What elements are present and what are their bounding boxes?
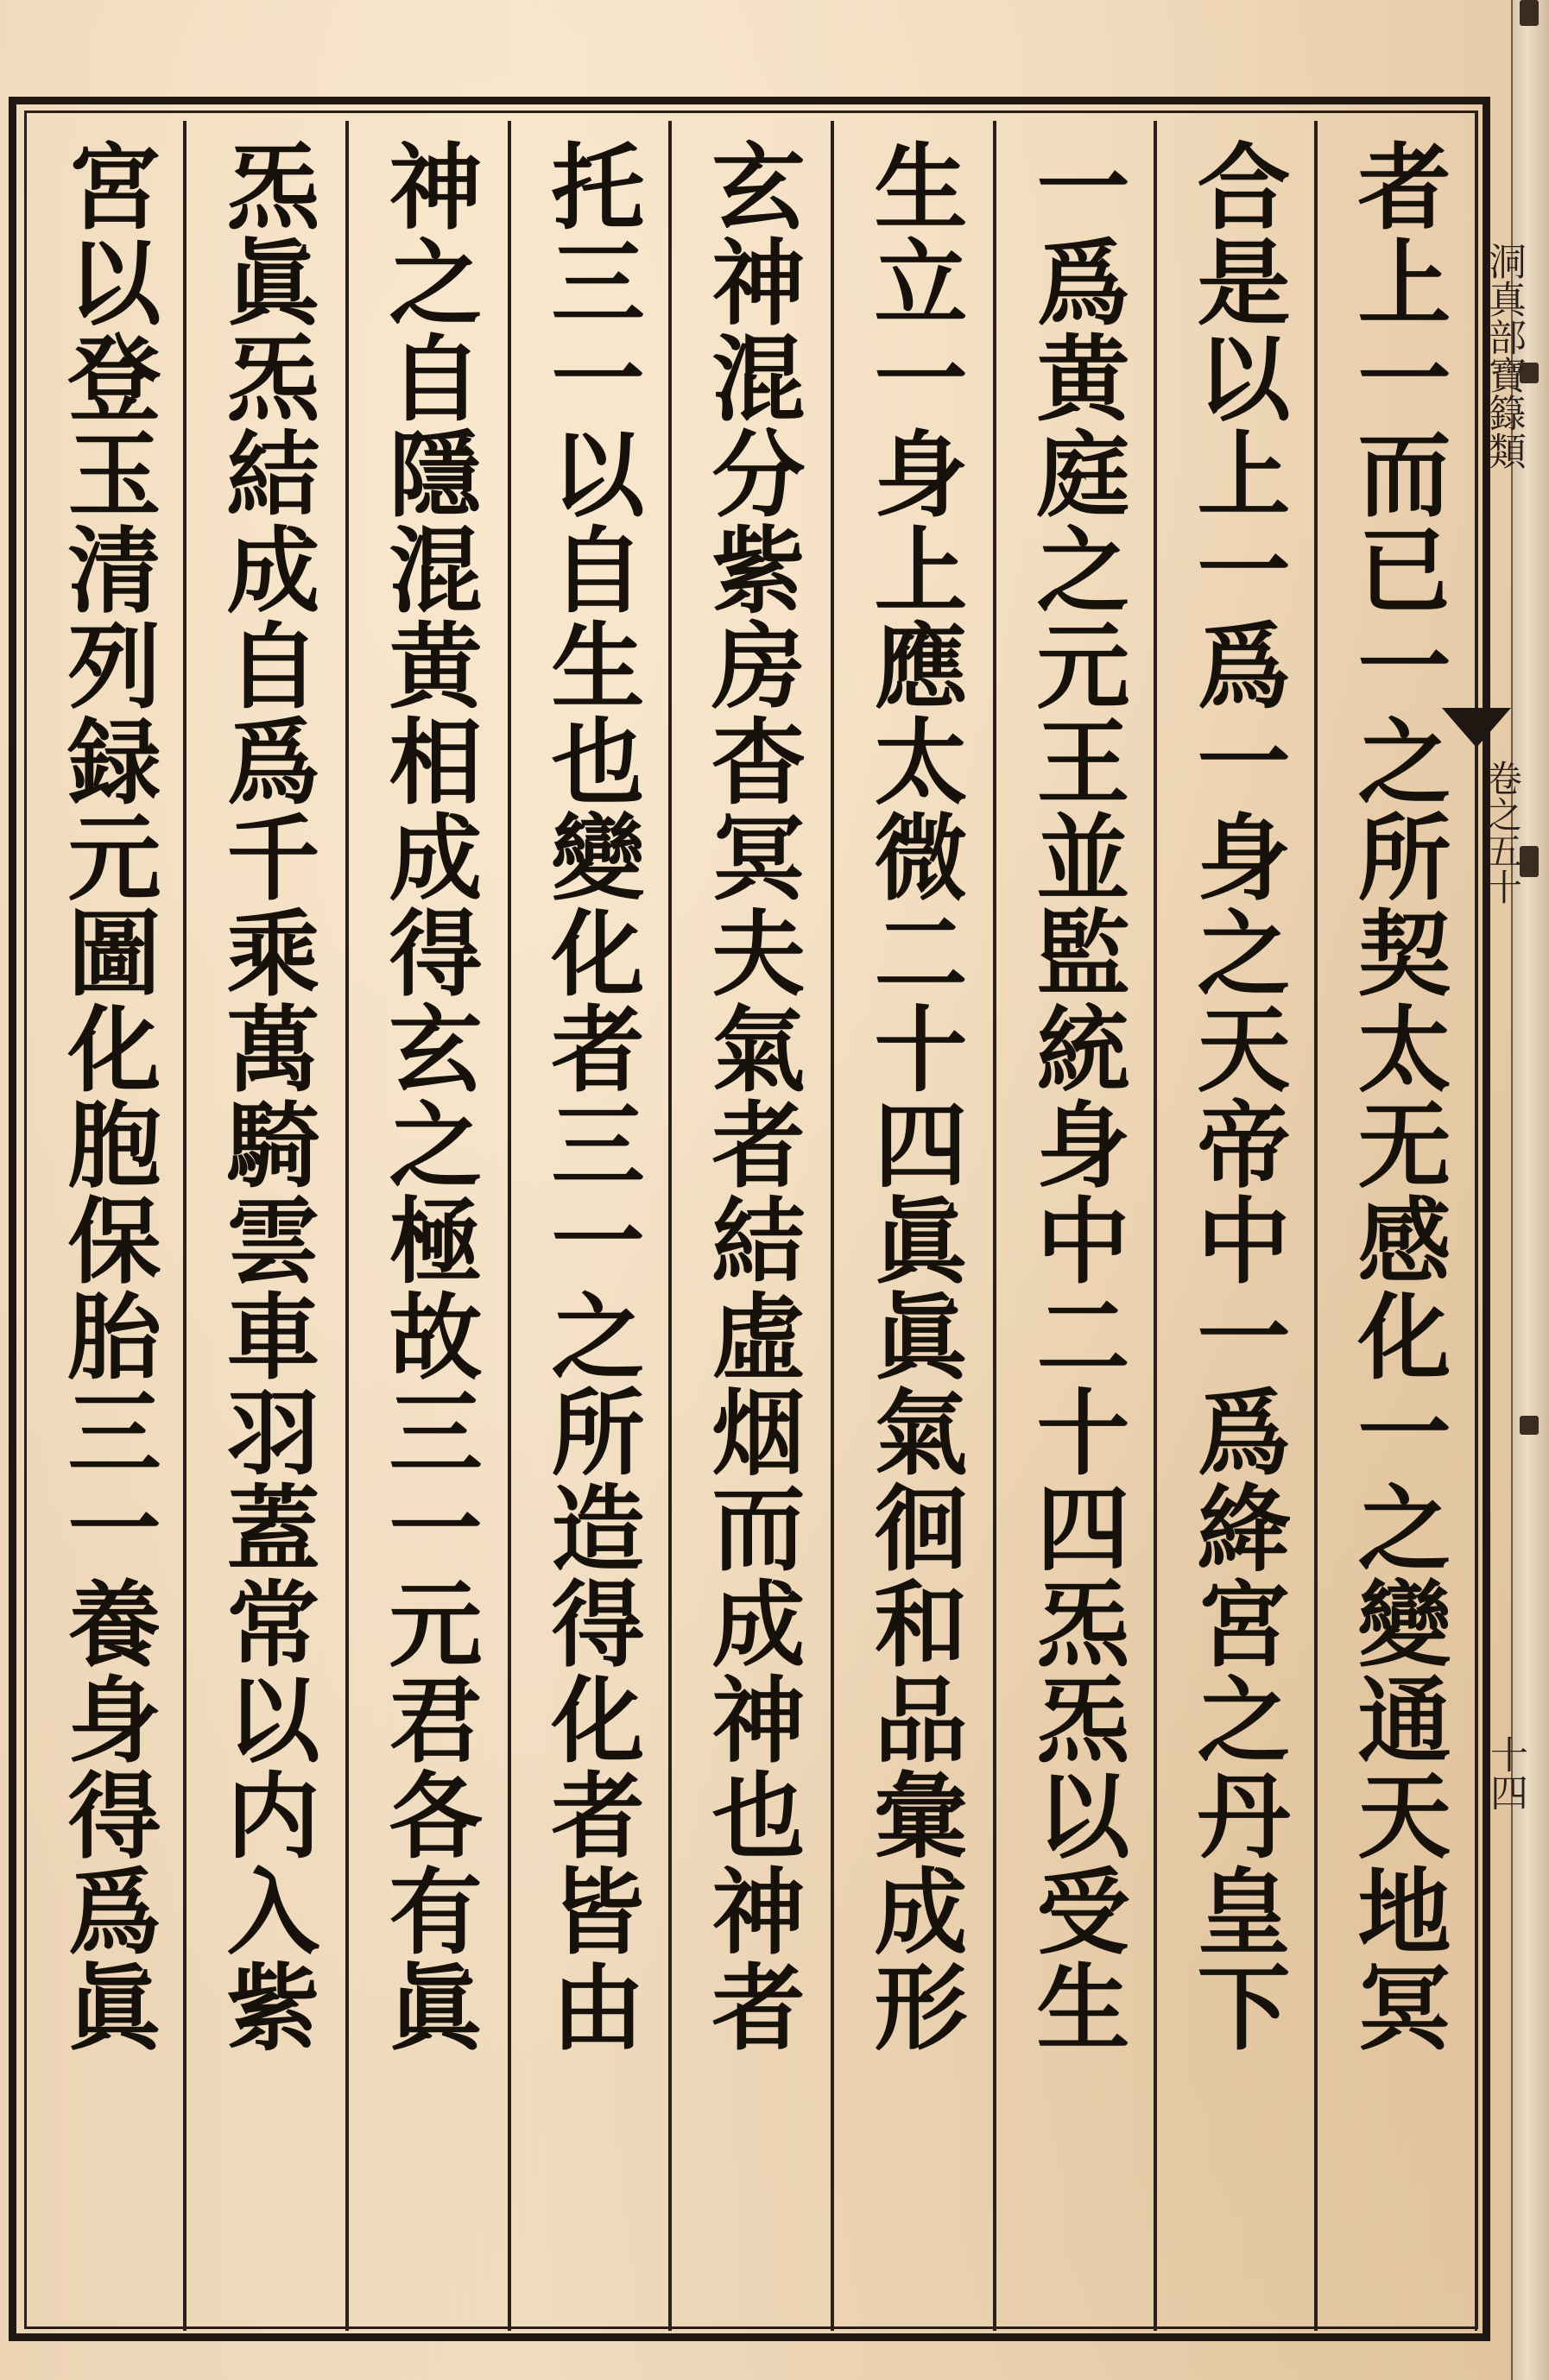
column-rule <box>183 121 187 2331</box>
center-fold-banner <box>1475 112 1531 2331</box>
text-column-6: 托三一以自生也變化者三一之所造得化者皆由 <box>535 138 644 2055</box>
column-rule <box>1154 121 1157 2331</box>
column-rule <box>508 121 511 2331</box>
text-column-4: 生立一身上應太微二十四眞眞氣徊和品彙成形 <box>858 138 967 2055</box>
text-column-7: 神之自隱混黄相成得玄之極故三一元君各有眞 <box>373 138 482 2055</box>
column-rule <box>345 121 349 2331</box>
column-rule <box>1314 121 1318 2331</box>
banner-volume: 卷之五十 <box>1481 760 1523 905</box>
banner-page-number: 十四 <box>1483 1735 1527 1811</box>
text-column-8: 炁眞炁結成自爲千乘萬騎雲車羽蓋常以内入紫 <box>211 138 319 2055</box>
column-rule <box>831 121 834 2331</box>
text-column-1: 者上一而已一之所契太无感化一之變通天地冥 <box>1342 138 1451 2055</box>
text-column-9: 宮以登玉清列録元圖化胞保胎三一養身得爲眞 <box>52 138 161 2055</box>
text-column-2: 合是以上一爲一身之天帝中一爲絳宮之丹皇下 <box>1181 138 1290 2055</box>
text-column-5: 玄神混分紫房杳冥夫氣者結虛烟而成神也神者 <box>696 138 805 2055</box>
column-rule <box>668 121 672 2331</box>
column-rule <box>993 121 996 2331</box>
banner-title: 洞真部寶籙類 <box>1482 242 1526 470</box>
text-column-3: 一爲黄庭之元王並監統身中二十四炁炁以受生 <box>1021 138 1129 2055</box>
